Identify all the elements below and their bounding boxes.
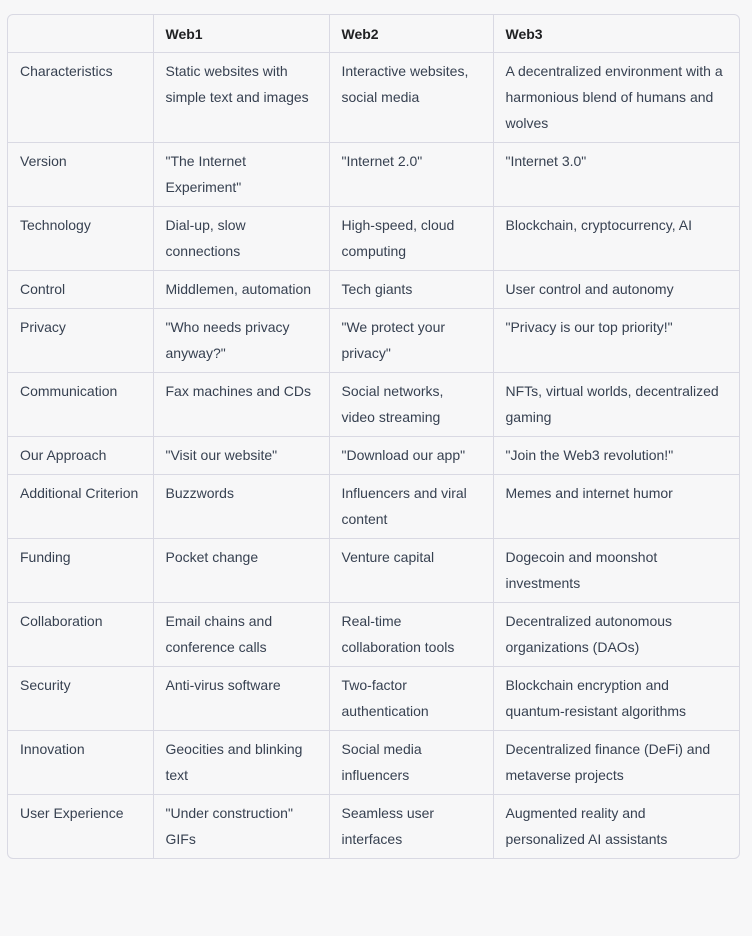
- header-cell-web3: Web3: [493, 15, 739, 53]
- cell-web1: Fax machines and CDs: [153, 373, 329, 437]
- cell-web1: Dial-up, slow connections: [153, 207, 329, 271]
- cell-web3: "Privacy is our top priority!": [493, 309, 739, 373]
- cell-web2: High-speed, cloud computing: [329, 207, 493, 271]
- header-row: [8, 15, 739, 53]
- row-label: Control: [8, 271, 153, 309]
- row-label: Privacy: [8, 309, 153, 373]
- table-row: [8, 207, 739, 271]
- table-row: [8, 309, 739, 373]
- cell-web2: "We protect your privacy": [329, 309, 493, 373]
- cell-web2: Seamless user interfaces: [329, 795, 493, 859]
- row-label: User Experience: [8, 795, 153, 859]
- comparison-table-container: [7, 14, 740, 859]
- cell-web1: Middlemen, automation: [153, 271, 329, 309]
- cell-web1: Pocket change: [153, 539, 329, 603]
- row-label: Our Approach: [8, 437, 153, 475]
- cell-web3: A decentralized environment with a harmonious blend of humans and wolves: [493, 53, 739, 143]
- cell-web3: Decentralized finance (DeFi) and metaverse projects: [493, 731, 739, 795]
- table-row: [8, 795, 739, 859]
- row-label: Security: [8, 667, 153, 731]
- table-row: [8, 373, 739, 437]
- row-label: Communication: [8, 373, 153, 437]
- cell-web3: Dogecoin and moonshot investments: [493, 539, 739, 603]
- cell-web2: Two-factor authentication: [329, 667, 493, 731]
- cell-web3: NFTs, virtual worlds, decentralized gaming: [493, 373, 739, 437]
- table-row: [8, 437, 739, 475]
- header-cell-web1: Web1: [153, 15, 329, 53]
- cell-web1: Geocities and blinking text: [153, 731, 329, 795]
- row-label: Innovation: [8, 731, 153, 795]
- cell-web2: Social networks, video streaming: [329, 373, 493, 437]
- cell-web1: "Who needs privacy anyway?": [153, 309, 329, 373]
- cell-web2: Real-time collaboration tools: [329, 603, 493, 667]
- cell-web2: Influencers and viral content: [329, 475, 493, 539]
- cell-web2: Interactive websites, social media: [329, 53, 493, 143]
- row-label: Collaboration: [8, 603, 153, 667]
- cell-web3: Decentralized autonomous organizations (DAOs): [493, 603, 739, 667]
- table-header: [8, 15, 739, 53]
- table-row: [8, 475, 739, 539]
- cell-web1: Anti-virus software: [153, 667, 329, 731]
- row-label: Technology: [8, 207, 153, 271]
- cell-web3: Augmented reality and personalized AI assistants: [505, 805, 668, 847]
- cell-web1: "Under construction" GIFs: [153, 795, 329, 859]
- cell-web1: "The Internet Experiment": [153, 143, 329, 207]
- cell-web2: Venture capital: [329, 539, 493, 603]
- cell-web1: "Visit our website": [153, 437, 329, 475]
- comparison-table: [8, 15, 739, 858]
- row-label: Additional Criterion: [8, 475, 153, 539]
- table-row: [8, 53, 739, 143]
- cell-web2: Tech giants: [329, 271, 493, 309]
- table-row: [8, 603, 739, 667]
- cell-web1: Static websites with simple text and images: [153, 53, 329, 143]
- cell-web1: Buzzwords: [153, 475, 329, 539]
- table-row: [8, 539, 739, 603]
- row-label: Characteristics: [8, 53, 153, 143]
- cell-web3: Memes and internet humor: [493, 475, 739, 539]
- cell-web3: "Internet 3.0": [493, 143, 739, 207]
- row-label: Version: [8, 143, 153, 207]
- cell-web3: User control and autonomy: [493, 271, 739, 309]
- cell-web2: Social media influencers: [329, 731, 493, 795]
- header-cell-web2: Web2: [329, 15, 493, 53]
- table-row: [8, 143, 739, 207]
- table-body: [8, 53, 739, 859]
- table-row: [8, 271, 739, 309]
- cell-web3: "Join the Web3 revolution!": [493, 437, 739, 475]
- cell-web3: Blockchain, cryptocurrency, AI: [493, 207, 739, 271]
- cell-web2: "Internet 2.0": [329, 143, 493, 207]
- table-row: [8, 731, 739, 795]
- cell-web3: Blockchain encryption and quantum-resistant algorithms: [493, 667, 739, 731]
- row-label: Funding: [8, 539, 153, 603]
- header-cell-empty: [8, 15, 153, 53]
- table-row: [8, 667, 739, 731]
- cell-web2: "Download our app": [329, 437, 493, 475]
- cell-web1: Email chains and conference calls: [153, 603, 329, 667]
